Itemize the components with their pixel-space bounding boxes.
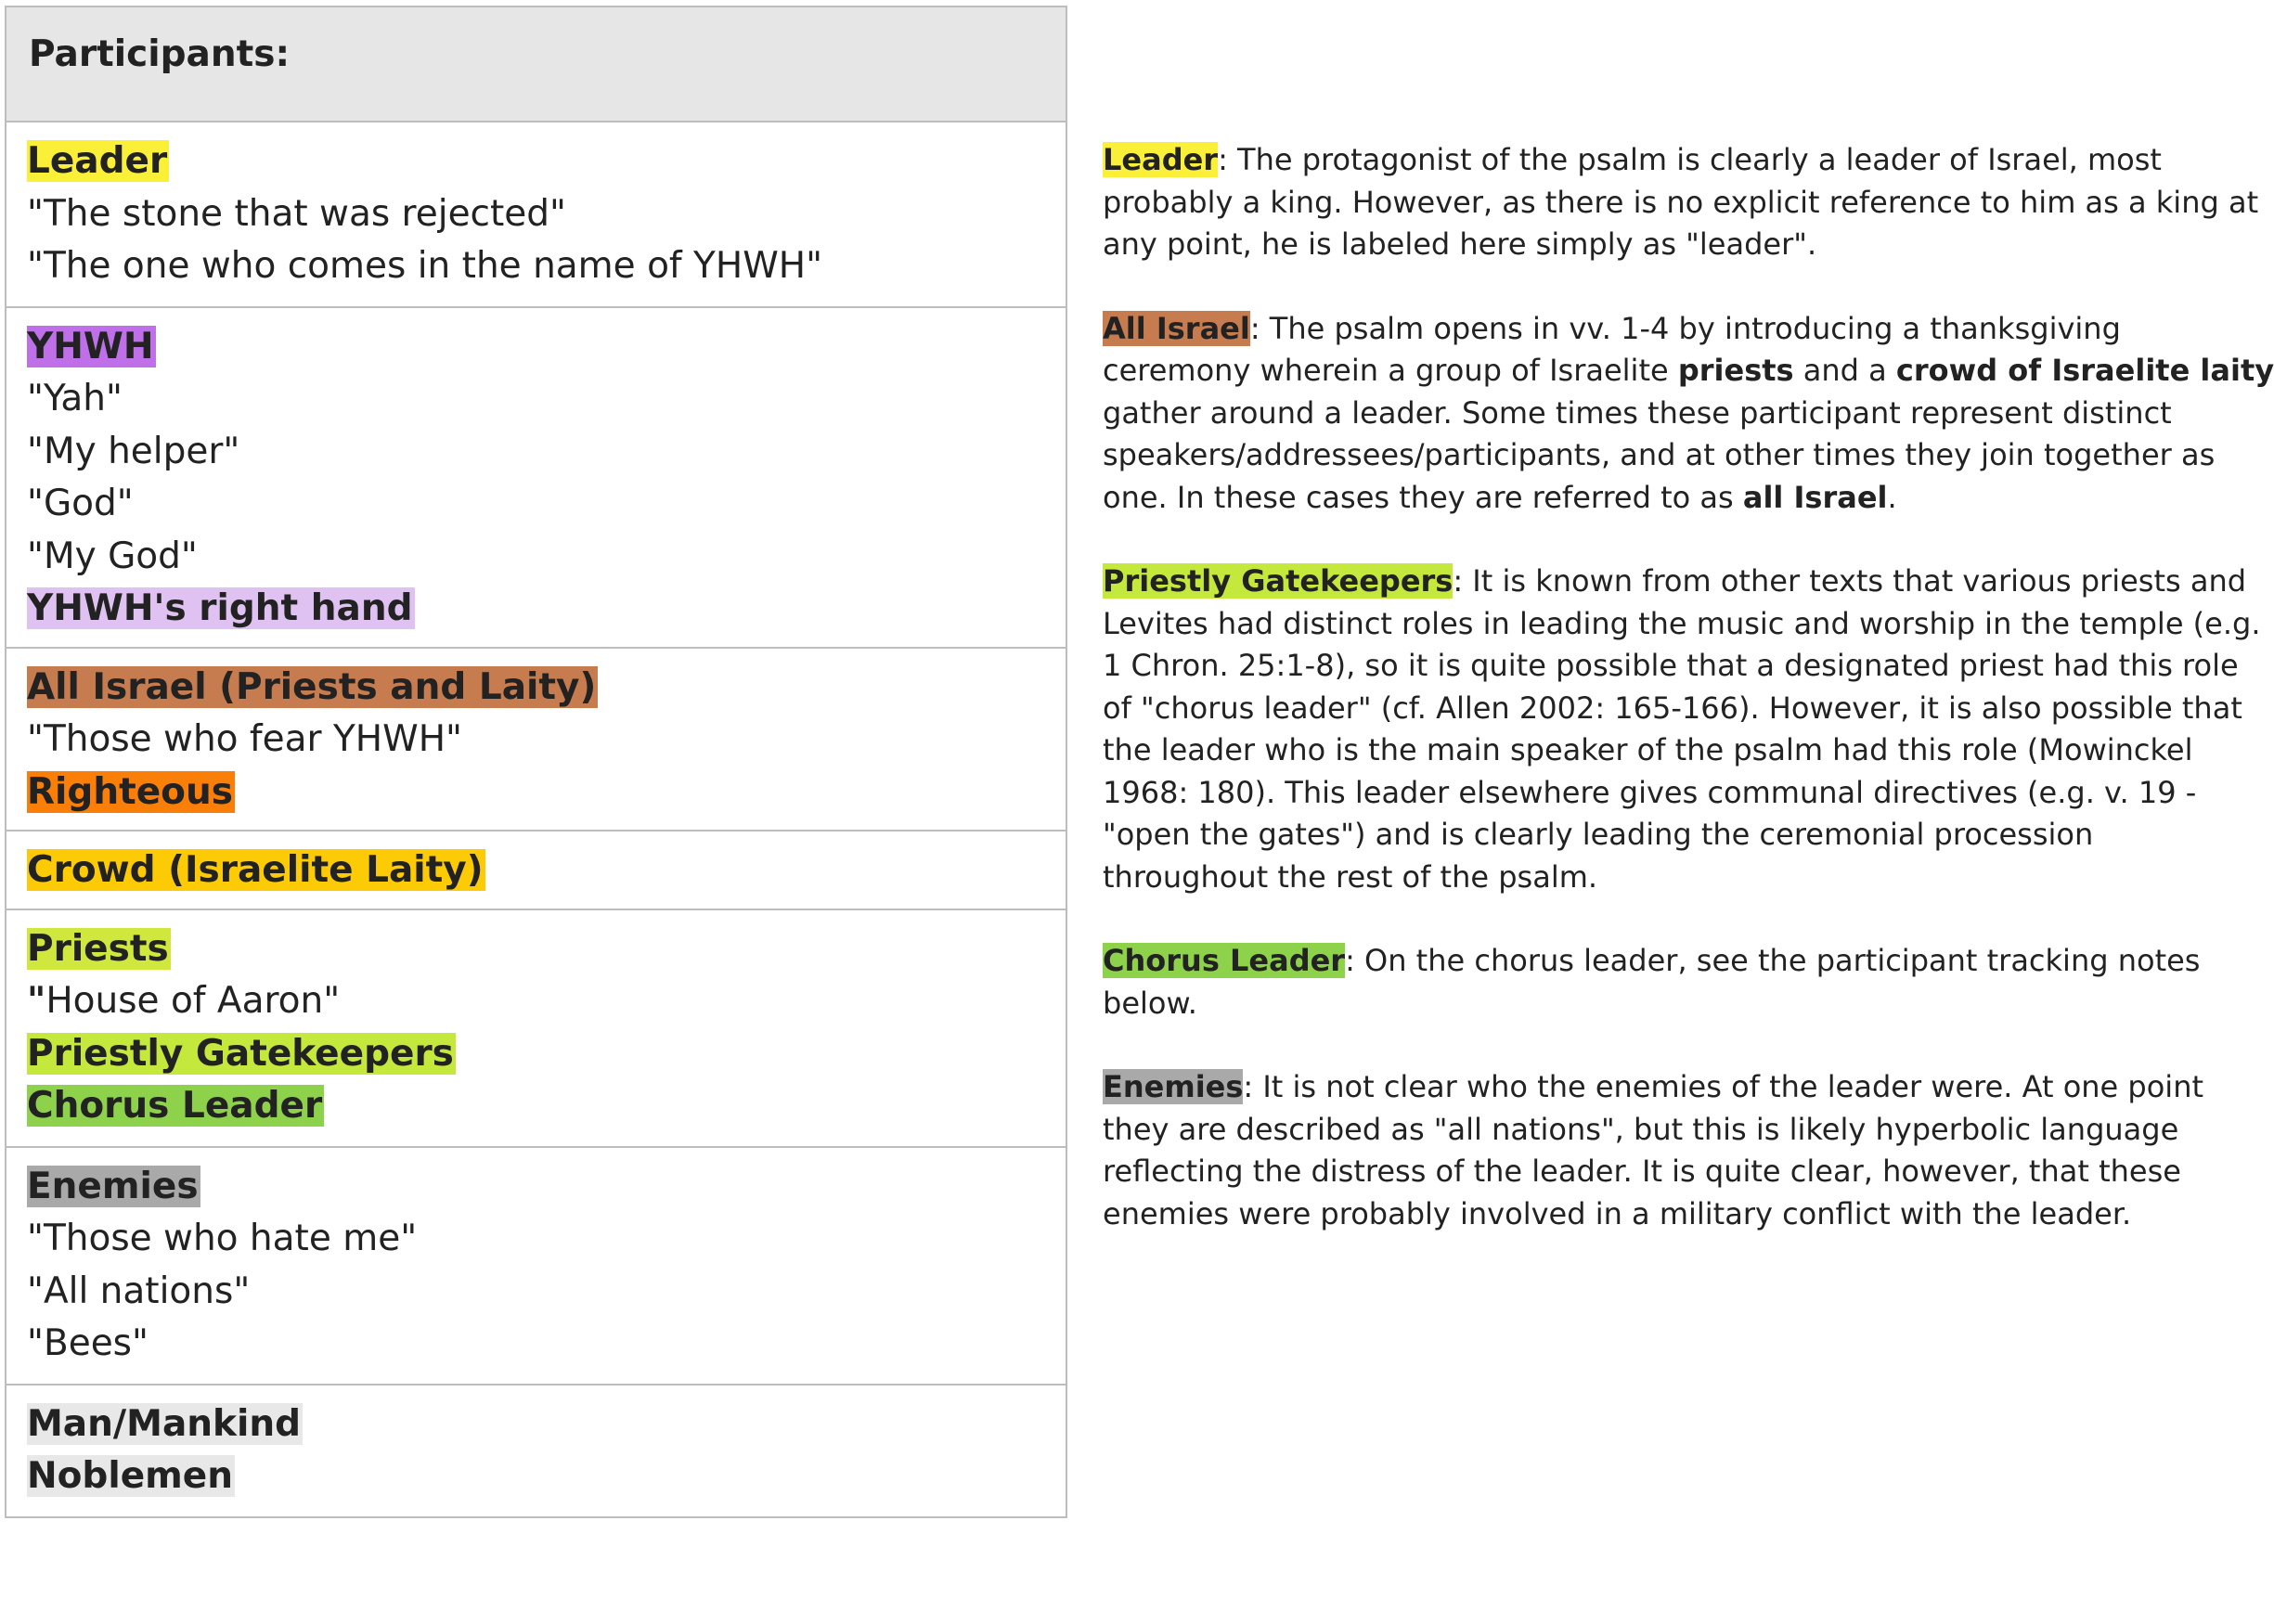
note-enemies [1103, 1066, 2204, 1235]
participant-label-text: Priests [27, 927, 169, 970]
participant-alias-text: "God" [27, 483, 134, 524]
note-text: : On the chorus leader, see the participant tracking notes [1345, 943, 2201, 978]
table-cell-crowd [6, 831, 1066, 909]
note-text: "open the gates") and is clearly leading the ceremonial procession [1103, 817, 2094, 852]
note-text: ceremony wherein a group of Israelite [1103, 353, 1678, 388]
note-text: 1 Chron. 25:1-8), so it is quite possible that a designated priest had this role [1103, 648, 2239, 683]
participant-alias-text: "My God" [27, 535, 198, 577]
note-line [1103, 1151, 2181, 1193]
note-priestly-gatekeepers [1103, 561, 2261, 898]
table-cell-leader [6, 122, 1066, 307]
participant-label [27, 583, 1045, 636]
note-line [1103, 1066, 2204, 1109]
participant-alias [27, 1213, 1045, 1266]
table-row-mankind [6, 1385, 1066, 1517]
notes-panel [1103, 139, 2274, 1277]
note-term-label: Chorus Leader [1103, 943, 1346, 978]
participant-label-text: Crowd (Israelite Laity) [27, 849, 484, 891]
note-text: gather around a leader. Some times these participant represent distinct [1103, 394, 2172, 431]
note-all-israel [1103, 308, 2274, 520]
note-line [1103, 308, 2170, 351]
participant-alias-text: "Those who hate me" [27, 1218, 418, 1259]
note-text: probably a king. However, as there is no explicit reference to him as a king at [1103, 184, 2259, 220]
note-text: : The protagonist of the psalm is clearly a leader of Israel, most [1218, 142, 2162, 177]
participant-label-text: Chorus Leader [27, 1085, 323, 1127]
table-row-leader [6, 122, 1066, 307]
note-text: enemies were probably involved in a military conflict with the leader. [1103, 1195, 2132, 1231]
participant-alias-text: "The stone that was rejected" [27, 192, 566, 235]
participant-label [27, 1080, 1045, 1133]
note-line [1103, 645, 2239, 688]
table-cell-all-israel [6, 648, 1066, 831]
participant-label-text: Leader [27, 140, 168, 182]
alias-quote-mark: " [27, 980, 46, 1022]
note-line [1103, 1193, 2170, 1236]
note-text: . [1887, 479, 1897, 515]
participant-alias [27, 531, 1045, 584]
note-text: and a [1793, 353, 1896, 388]
participant-alias [27, 714, 1045, 767]
note-emphasis: all Israel [1742, 479, 1888, 515]
note-term-label: All Israel [1103, 310, 1250, 346]
participant-alias-text: "Those who fear YHWH" [27, 718, 462, 760]
note-line [1103, 434, 2216, 477]
participant-alias-text: "All nations" [27, 1270, 251, 1312]
participant-label [27, 1450, 1045, 1503]
table-header-cell [6, 6, 1066, 122]
note-line [1103, 561, 2247, 603]
table-row-yhwh [6, 307, 1066, 648]
participant-alias-text: "The one who comes in the name of YHWH" [27, 245, 823, 287]
note-text: below. [1103, 985, 1197, 1021]
note-text: they are described as "all nations", but this is likely hyperbolic language [1103, 1111, 2179, 1147]
participant-label [27, 1028, 1045, 1081]
note-text: one. In these cases they are referred to as [1103, 479, 1743, 515]
note-text: of "chorus leader" (cf. Allen 2002: 165-166). However, it is also possible that [1103, 690, 2242, 726]
participant-label [27, 662, 1045, 715]
participant-alias-text: "Bees" [27, 1322, 149, 1364]
participant-label [27, 767, 1045, 819]
note-line [1103, 940, 2201, 983]
note-term-label: Leader [1103, 142, 1219, 177]
table-header-title: Participants: [29, 33, 291, 75]
participant-alias [27, 975, 1045, 1028]
table-header-row [6, 6, 1066, 122]
participant-alias [27, 478, 1045, 531]
participant-label [27, 1161, 1045, 1214]
note-text: speakers/addressees/participants, and at other times they join together as [1103, 437, 2216, 472]
table-cell-mankind [6, 1385, 1066, 1517]
note-text: 1968: 180). This leader elsewhere gives communal directives (e.g. v. 19 - [1103, 774, 2197, 810]
note-line [1103, 182, 2259, 225]
participant-label [27, 923, 1045, 976]
table-cell-yhwh [6, 307, 1066, 648]
note-line [1103, 688, 2242, 730]
note-leader [1103, 139, 2259, 266]
note-text: : It is known from other texts that various priests and [1453, 563, 2247, 599]
note-line [1103, 477, 2170, 520]
note-text: reflecting the distress of the leader. It is quite clear, however, that these [1103, 1154, 2181, 1189]
participant-alias [27, 426, 1045, 479]
table-row-all-israel [6, 648, 1066, 831]
note-line [1103, 1109, 2179, 1152]
participant-label-text: Priestly Gatekeepers [27, 1032, 454, 1075]
participant-label-text: All Israel (Priests and Laity) [27, 665, 597, 708]
table-row-crowd [6, 831, 1066, 909]
note-text: Levites had distinct roles in leading the music and worship in the temple (e.g. [1103, 605, 2261, 641]
note-line [1103, 729, 2193, 772]
participant-alias [27, 373, 1045, 426]
note-line [1103, 772, 2197, 815]
participant-alias [27, 1318, 1045, 1371]
participant-alias-text: House of Aaron" [45, 980, 341, 1022]
participant-alias [27, 188, 1045, 241]
participant-label [27, 135, 1045, 188]
participant-alias [27, 1266, 1045, 1319]
table-cell-priests [6, 909, 1066, 1147]
participant-label-text: Man/Mankind [27, 1402, 302, 1445]
participant-label [27, 1398, 1045, 1451]
note-line [1103, 224, 2170, 266]
table-cell-enemies [6, 1147, 1066, 1385]
note-text: any point, he is labeled here simply as "leader". [1103, 226, 1817, 262]
participant-label-text: YHWH [27, 325, 154, 367]
participant-label [27, 321, 1045, 374]
note-text: the leader who is the main speaker of the psalm had this role (Mowinckel [1103, 732, 2193, 767]
note-emphasis: priests [1677, 353, 1794, 388]
note-line [1103, 857, 2170, 899]
table-row-enemies [6, 1147, 1066, 1385]
participant-label [27, 844, 1045, 897]
note-line [1103, 139, 2170, 182]
note-line [1103, 393, 2170, 435]
note-line [1103, 983, 2170, 1025]
note-text: : The psalm opens in vv. 1-4 by introducing a thanksgiving [1249, 310, 2121, 346]
participants-table [5, 6, 1067, 1518]
participant-alias-text: "My helper" [27, 430, 240, 472]
note-text: throughout the rest of the psalm. [1103, 858, 1598, 895]
table-row-priests [6, 909, 1066, 1147]
participant-label-text: Righteous [27, 770, 233, 813]
table-body [6, 122, 1066, 1517]
note-line [1103, 350, 2274, 393]
note-line [1103, 603, 2261, 646]
note-chorus-leader [1103, 940, 2201, 1025]
participant-alias-text: "Yah" [27, 378, 123, 419]
participant-label-text: Enemies [27, 1165, 199, 1207]
note-text: : It is not clear who the enemies of the leader were. At one point [1243, 1069, 2204, 1104]
participant-label-text: Noblemen [27, 1455, 234, 1497]
note-term-label: Enemies [1103, 1069, 1244, 1104]
note-term-label: Priestly Gatekeepers [1103, 563, 1454, 599]
note-emphasis: crowd of Israelite laity [1895, 353, 2274, 388]
participant-label-text: YHWH's right hand [27, 587, 413, 629]
participant-alias [27, 240, 1045, 293]
note-line [1103, 814, 2170, 857]
